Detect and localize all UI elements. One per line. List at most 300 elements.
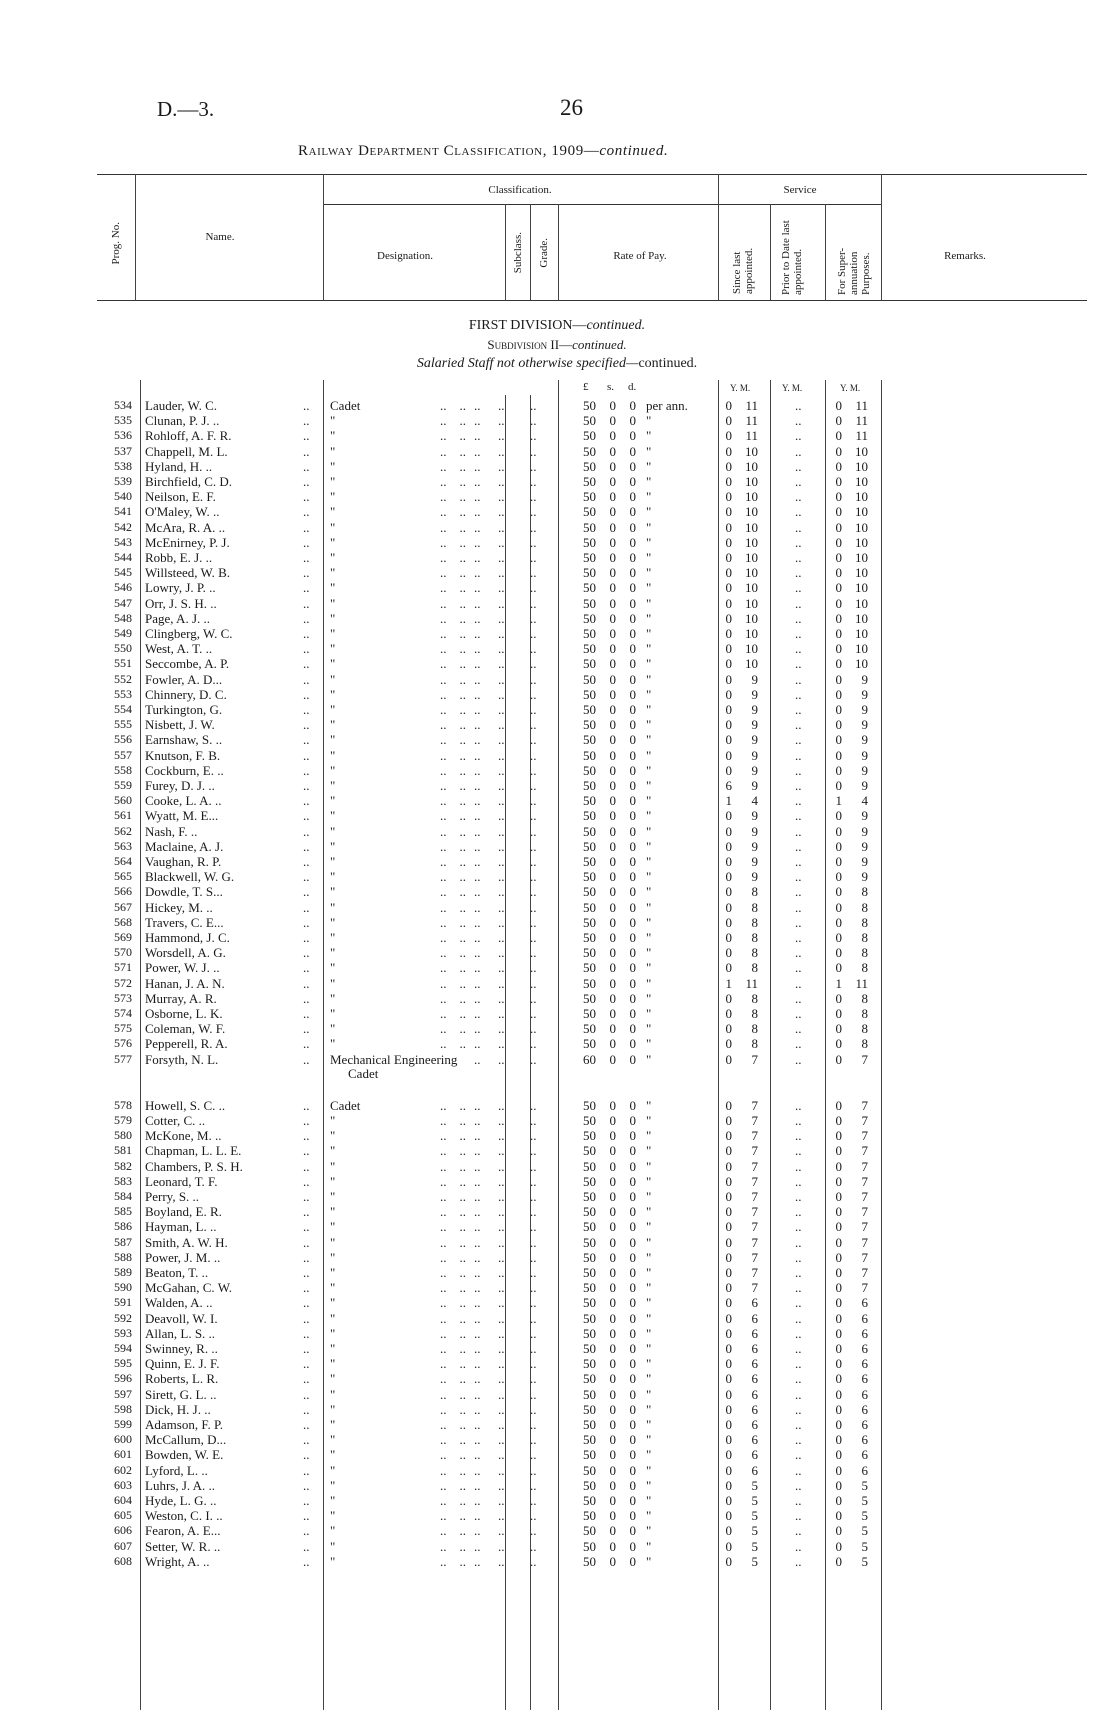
super-months: 8 [861,914,868,930]
leader-dots: .. .. [440,686,466,702]
leader-dots: .. [303,458,310,474]
prior-service: .. [795,990,802,1006]
pay-shillings: 0 [609,641,616,657]
staff-name: Roberts, L. R. [145,1371,219,1387]
prog-number: 541 [114,504,132,519]
leader-dots: .. .. [440,1128,466,1144]
header-divider [558,204,559,300]
since-months: 7 [751,1189,758,1204]
super-months: 10 [855,474,868,489]
pay-pence: 0 [629,1447,636,1463]
prior-service: .. [795,1143,802,1159]
super-months: 8 [861,1006,868,1021]
leader-dots: .. [303,1295,310,1311]
pay-pence: 0 [629,914,636,930]
pay-pounds: 50 [583,534,596,550]
super-years: 0 [835,1265,842,1280]
super-months: 11 [855,398,868,413]
leader-dots: .. [474,732,481,748]
designation: " [330,686,336,702]
leader-dots: .. [303,945,310,961]
pay-period: " [646,1508,652,1524]
col-rate-of-pay: Rate of Pay. [613,250,667,262]
pay-pence: 0 [629,1128,636,1144]
prog-number: 554 [114,702,132,716]
leader-dots: .. [303,580,310,596]
pay-shillings: 0 [609,762,616,778]
leader-dots: .. [474,443,481,459]
leader-dots: .. [303,1508,310,1524]
staff-name: Orr, J. S. H. .. [145,595,217,611]
super-years: 0 [835,1097,842,1113]
leader-dots: .. .. [440,1462,466,1478]
table-row [0,611,1114,626]
pay-pence: 0 [629,1158,636,1174]
pay-period: " [646,1234,652,1250]
table-row [0,1463,1114,1478]
leader-dots: .. [303,1432,310,1448]
leader-dots: .. [530,1325,537,1341]
since-months: 11 [745,398,758,413]
prog-number: 576 [114,1036,132,1051]
super-months: 5 [861,1538,868,1554]
leader-dots: .. [530,1432,537,1448]
leader-dots: .. [498,823,505,839]
staff-name: Osborne, L. K. [145,1006,223,1021]
super-months: 9 [861,838,868,854]
pay-period: " [646,1553,652,1569]
table-row [0,976,1114,991]
designation: " [330,1310,336,1326]
designation: " [330,1234,336,1250]
pay-pence: 0 [629,899,636,915]
col-designation: Designation. [377,250,433,262]
pay-shillings: 0 [609,474,616,489]
division-label: FIRST DIVISION— [468,318,587,333]
since-months: 10 [745,580,758,596]
leader-dots: .. [530,1356,537,1372]
table-row [0,1295,1114,1310]
since-months: 6 [751,1325,758,1341]
leader-dots: .. [530,1538,537,1554]
leader-dots: .. [474,869,481,885]
leader-dots: .. [498,1371,505,1387]
leader-dots: .. [498,762,505,778]
pay-pounds: 50 [583,671,596,687]
super-months: 5 [861,1493,868,1508]
since-months: 10 [745,595,758,611]
prog-number: 540 [114,489,132,504]
leader-dots: .. .. [440,1158,466,1174]
prior-service: .. [795,610,802,626]
prog-number: 534 [114,398,132,412]
since-months: 10 [745,458,758,474]
pay-shillings: 0 [609,1310,616,1326]
leader-dots: .. [530,930,537,945]
pay-shillings: 0 [609,1189,616,1204]
leader-dots: .. [530,1401,537,1417]
staff-name: McCallum, D... [145,1432,227,1448]
pay-shillings: 0 [609,534,616,550]
pay-pence: 0 [629,945,636,961]
designation: " [330,778,336,793]
super-years: 0 [835,717,842,733]
staff-name: McEnirney, P. J. [145,534,230,550]
leader-dots: .. [530,1508,537,1524]
leader-dots: .. .. [440,1173,466,1189]
staff-name: Neilson, E. F. [145,489,216,505]
prior-service: .. [795,1432,802,1448]
since-months: 8 [751,990,758,1006]
super-months: 7 [861,1249,868,1265]
leader-dots: .. [498,443,505,459]
super-months: 9 [861,808,868,824]
leader-dots: .. .. [440,1401,466,1417]
since-years: 0 [725,1189,732,1204]
super-years: 0 [835,1371,842,1387]
leader-dots: .. .. [440,1234,466,1250]
leader-dots: .. [474,1295,481,1311]
prior-service: .. [795,656,802,672]
prog-number: 589 [114,1265,132,1279]
super-years: 0 [835,1477,842,1493]
designation: " [330,732,336,748]
super-years: 0 [835,930,842,945]
super-years: 0 [835,504,842,520]
leader-dots: .. [530,1447,537,1463]
staff-name: Hyland, H. .. [145,458,213,474]
since-months: 10 [745,610,758,626]
pay-pence: 0 [629,1097,636,1113]
pay-pounds: 50 [583,1341,596,1356]
leader-dots: .. [498,1325,505,1341]
super-months: 9 [861,778,868,793]
table-row [0,869,1114,884]
pay-pounds: 50 [583,960,596,976]
table-row [0,1341,1114,1356]
leader-dots: .. [498,1051,505,1067]
subdivision-label: Subdivision II— [487,337,573,352]
prog-number: 535 [114,413,132,428]
prior-service: .. [795,1295,802,1311]
leader-dots: .. [303,1249,310,1265]
super-months: 9 [861,747,868,763]
super-years: 0 [835,1325,842,1341]
prog-number: 572 [114,975,132,990]
pay-period: " [646,550,652,565]
leader-dots: .. [498,990,505,1006]
prog-number: 574 [114,1006,132,1020]
super-months: 9 [861,671,868,687]
since-years: 0 [725,762,732,778]
since-months: 10 [745,474,758,489]
leader-dots: .. .. [440,869,466,885]
leader-dots: .. [474,1477,481,1493]
prog-number: 583 [114,1173,132,1188]
section-staff [0,356,1114,372]
since-months: 6 [751,1310,758,1326]
leader-dots: .. .. [440,1097,466,1113]
pay-pence: 0 [629,869,636,885]
pay-pounds: 50 [583,458,596,474]
pay-pence: 0 [629,580,636,596]
pay-pence: 0 [629,854,636,869]
pay-shillings: 0 [609,1371,616,1387]
pay-period: " [646,914,652,930]
since-years: 0 [725,610,732,626]
leader-dots: .. [530,1553,537,1569]
pay-pence: 0 [629,1021,636,1037]
pay-pounds: 50 [583,808,596,824]
leader-dots: .. [474,838,481,854]
pay-pence: 0 [629,1341,636,1356]
staff-name: Cooke, L. A. .. [145,793,222,809]
leader-dots: .. [530,398,537,413]
leader-dots: .. [303,1143,310,1159]
since-years: 0 [725,1143,732,1159]
leader-dots: .. [474,1325,481,1341]
since-years: 0 [725,1006,732,1021]
designation: " [330,550,336,565]
prog-number: 573 [114,990,132,1005]
pay-pence: 0 [629,1523,636,1539]
pay-pence: 0 [629,1493,636,1508]
header-divider [530,204,531,300]
staff-name: Dick, H. J. .. [145,1401,211,1417]
pay-shillings: 0 [609,1356,616,1372]
leader-dots: .. [474,1143,481,1159]
leader-dots: .. [530,474,537,489]
leader-dots: .. [474,1401,481,1417]
super-months: 7 [861,1128,868,1144]
leader-dots: .. [474,702,481,717]
super-years: 0 [835,565,842,581]
table-row [0,1356,1114,1371]
prior-service: .. [795,1234,802,1250]
leader-dots: .. [498,1128,505,1144]
leader-dots: .. .. [440,884,466,900]
leader-dots: .. [303,1173,310,1189]
table-row [0,900,1114,915]
pay-period: " [646,443,652,459]
pay-pounds: 50 [583,595,596,611]
leader-dots: .. [530,762,537,778]
prior-service: .. [795,1371,802,1387]
super-years: 0 [835,534,842,550]
prior-service: .. [795,1477,802,1493]
leader-dots: .. [498,732,505,748]
prog-number: 550 [114,641,132,656]
super-months: 10 [855,580,868,596]
prog-number: 566 [114,884,132,899]
leader-dots: .. .. [440,1325,466,1341]
pay-pounds: 50 [583,990,596,1006]
leader-dots: .. [303,1234,310,1250]
designation: Cadet [330,398,361,413]
pay-shillings: 0 [609,443,616,459]
pay-pence: 0 [629,641,636,657]
table-row [0,1417,1114,1432]
pay-pounds: 50 [583,838,596,854]
leader-dots: .. [530,1523,537,1539]
leader-dots: .. [474,717,481,733]
since-months: 9 [751,823,758,839]
pay-pounds: 50 [583,1386,596,1402]
leader-dots: .. [530,990,537,1006]
super-years: 0 [835,1021,842,1037]
leader-dots: .. [303,1204,310,1220]
staff-name: Willsteed, W. B. [145,565,231,581]
table-row [0,596,1114,611]
pay-pounds: 50 [583,930,596,945]
header-divider [825,204,826,300]
since-years: 0 [725,914,732,930]
pay-period: " [646,626,652,641]
designation: " [330,1295,336,1311]
since-months: 6 [751,1295,758,1311]
pay-period: " [646,1432,652,1448]
since-years: 0 [725,1219,732,1235]
since-years: 0 [725,413,732,429]
table-row [0,702,1114,717]
prior-service: .. [795,1128,802,1144]
leader-dots: .. [303,884,310,900]
pay-period: " [646,1036,652,1052]
pay-period: " [646,838,652,854]
prog-number: 584 [114,1189,132,1203]
leader-dots: .. [303,413,310,429]
prog-number: 596 [114,1371,132,1386]
super-months: 7 [861,1219,868,1235]
prior-service: .. [795,626,802,641]
staff-name: Vaughan, R. P. [145,854,222,869]
since-months: 8 [751,960,758,976]
since-months: 9 [751,808,758,824]
prog-number: 580 [114,1128,132,1143]
designation: " [330,1249,336,1265]
leader-dots: .. [303,398,310,413]
pay-shillings: 0 [609,1325,616,1341]
leader-dots: .. [474,975,481,991]
prog-number: 570 [114,945,132,960]
super-years: 1 [835,793,842,809]
table-row [0,672,1114,687]
leader-dots: .. [530,1234,537,1250]
since-months: 10 [745,565,758,581]
leader-dots: .. [530,443,537,459]
super-months: 10 [855,610,868,626]
designation: " [330,580,336,596]
leader-dots: .. [474,1158,481,1174]
since-years: 0 [725,1538,732,1554]
pay-pounds: 50 [583,519,596,535]
since-years: 0 [725,1280,732,1296]
leader-dots: .. [530,960,537,976]
designation: " [330,626,336,641]
pay-pounds: 50 [583,1189,596,1204]
pay-shillings: 0 [609,717,616,733]
pay-pence: 0 [629,1051,636,1067]
pay-pounds: 50 [583,1219,596,1235]
super-years: 0 [835,1006,842,1021]
leader-dots: .. [474,1432,481,1448]
leader-dots: .. [498,626,505,641]
pay-period: " [646,534,652,550]
leader-dots: .. [530,626,537,641]
leader-dots: .. [530,656,537,672]
prog-number: 568 [114,914,132,929]
prog-number: 543 [114,534,132,549]
leader-dots: .. [498,686,505,702]
designation: " [330,1158,336,1174]
pay-shillings: 0 [609,1523,616,1539]
designation: " [330,1538,336,1554]
leader-dots: .. [303,1523,310,1539]
since-months: 9 [751,717,758,733]
table-row [0,398,1114,413]
leader-dots: .. [303,823,310,839]
table-row [0,1539,1114,1554]
super-months: 9 [861,732,868,748]
leader-dots: .. .. [440,1386,466,1402]
staff-name: Nash, F. .. [145,823,198,839]
leader-dots: .. [303,1280,310,1296]
super-months: 8 [861,1036,868,1052]
super-months: 7 [861,1189,868,1204]
pay-shillings: 0 [609,702,616,717]
since-months: 8 [751,945,758,961]
leader-dots: .. [303,1477,310,1493]
designation: " [330,914,336,930]
designation: " [330,610,336,626]
pay-period: " [646,975,652,991]
prog-number: 608 [114,1553,132,1568]
table-row [0,1036,1114,1051]
super-years: 0 [835,869,842,885]
table-row [0,1159,1114,1174]
leader-dots: .. [303,747,310,763]
pay-period: " [646,458,652,474]
since-months: 4 [751,793,758,809]
pay-period: " [646,823,652,839]
leader-dots: .. .. [440,534,466,550]
designation: " [330,474,336,489]
leader-dots: .. .. [440,732,466,748]
since-months: 7 [751,1249,758,1265]
leader-dots: .. .. [440,656,466,672]
since-years: 0 [725,1113,732,1128]
pay-pence: 0 [629,1249,636,1265]
table-row [0,748,1114,763]
super-months: 6 [861,1447,868,1463]
pay-pounds: 50 [583,1006,596,1021]
leader-dots: .. .. [440,975,466,991]
leader-dots: .. [474,1128,481,1144]
pay-pounds: 50 [583,489,596,505]
designation: " [330,1021,336,1037]
pay-pence: 0 [629,1310,636,1326]
prior-service: .. [795,1158,802,1174]
leader-dots: .. [303,732,310,748]
staff-name: Perry, S. .. [145,1189,200,1204]
leader-dots: .. [474,884,481,900]
pay-period: " [646,1310,652,1326]
leader-dots: .. [530,610,537,626]
table-row [0,580,1114,595]
super-years: 0 [835,1462,842,1478]
since-months: 5 [751,1553,758,1569]
leader-dots: .. [474,930,481,945]
